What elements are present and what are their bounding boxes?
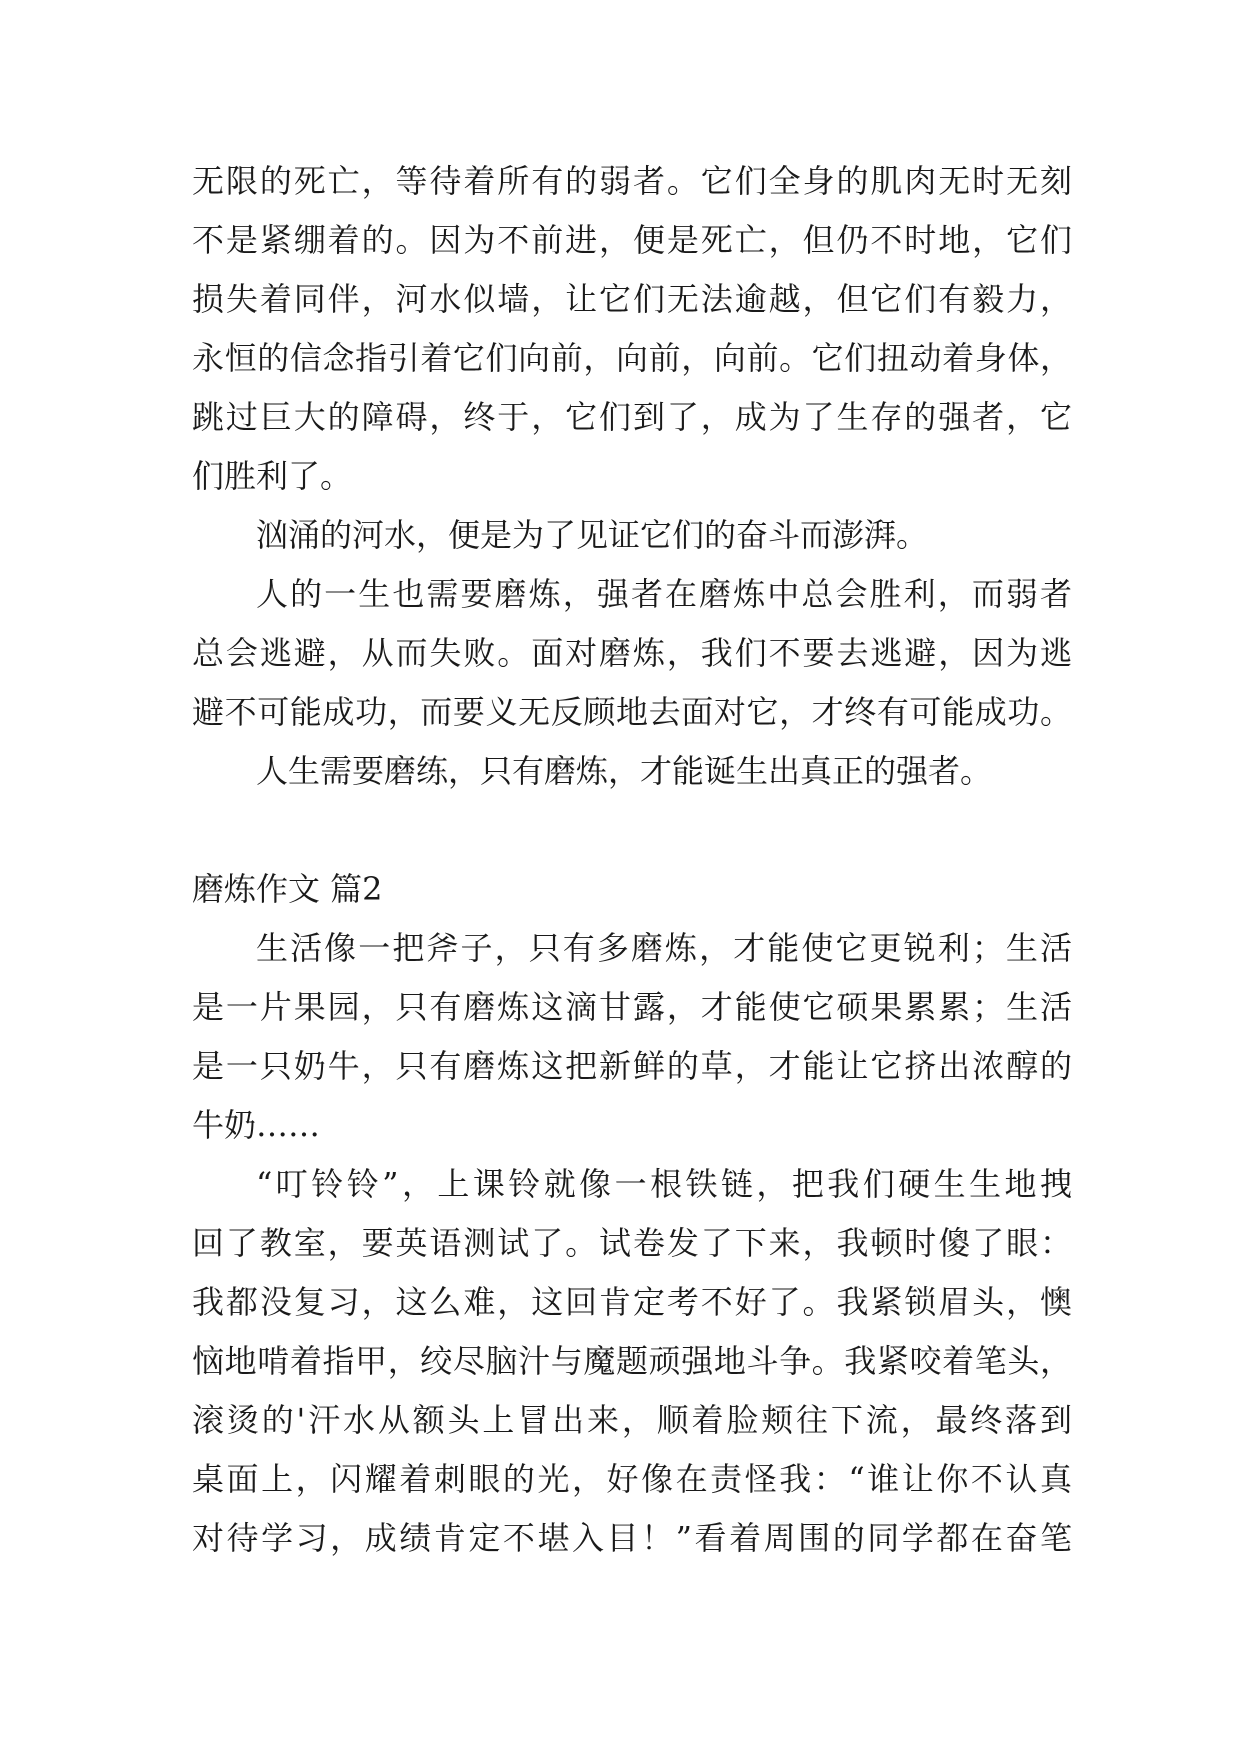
paragraph-line: 汹涌的河水，便是为了见证它们的奋斗而澎湃。 [256, 516, 929, 554]
paragraph-line: 是一只奶牛，只有磨炼这把新鲜的草，才能让它挤出浓醇的 [192, 1047, 1072, 1085]
paragraph-line: 对待学习，成绩肯定不堪入目！”看着周围的同学都在奋笔 [192, 1519, 1072, 1557]
paragraph-line: “叮铃铃”，上课铃就像一根铁链，把我们硬生生地拽 [256, 1165, 1072, 1203]
paragraph-line: 人生需要磨练，只有磨炼，才能诞生出真正的强者。 [256, 752, 993, 790]
paragraph-line: 损失着同伴，河水似墙，让它们无法逾越，但它们有毅力， [192, 280, 1072, 318]
paragraph-line: 们胜利了。 [192, 457, 353, 495]
paragraph-line: 我都没复习，这么难，这回肯定考不好了。我紧锁眉头，懊 [192, 1283, 1072, 1321]
paragraph-line: 不是紧绷着的。因为不前进，便是死亡，但仍不时地，它们 [192, 221, 1072, 259]
paragraph-line: 永恒的信念指引着它们向前，向前，向前。它们扭动着身体， [192, 339, 1072, 377]
paragraph-line: 无限的死亡，等待着所有的弱者。它们全身的肌肉无时无刻 [192, 162, 1072, 200]
paragraph-line: 回了教室，要英语测试了。试卷发了下来，我顿时傻了眼： [192, 1224, 1072, 1262]
paragraph-line: 恼地啃着指甲，绞尽脑汁与魔题顽强地斗争。我紧咬着笔头， [192, 1342, 1072, 1380]
paragraph-line: 跳过巨大的障碍，终于，它们到了，成为了生存的强者，它 [192, 398, 1072, 436]
paragraph-line: 桌面上，闪耀着刺眼的光，好像在责怪我：“谁让你不认真 [192, 1460, 1072, 1498]
paragraph-line: 人的一生也需要磨炼，强者在磨炼中总会胜利，而弱者 [256, 575, 1072, 613]
paragraph-line: 避不可能成功，而要义无反顾地去面对它，才终有可能成功。 [192, 693, 1072, 731]
section-heading: 磨炼作文 篇2 [192, 870, 383, 908]
paragraph-line: 是一片果园，只有磨炼这滴甘露，才能使它硕果累累；生活 [192, 988, 1072, 1026]
paragraph-line: 生活像一把斧子，只有多磨炼，才能使它更锐利；生活 [256, 929, 1072, 967]
paragraph-line: 滚烫的'汗水从额头上冒出来，顺着脸颊往下流，最终落到 [192, 1401, 1072, 1439]
paragraph-line: 牛奶…… [192, 1106, 321, 1144]
paragraph-line: 总会逃避，从而失败。面对磨炼，我们不要去逃避，因为逃 [192, 634, 1072, 672]
